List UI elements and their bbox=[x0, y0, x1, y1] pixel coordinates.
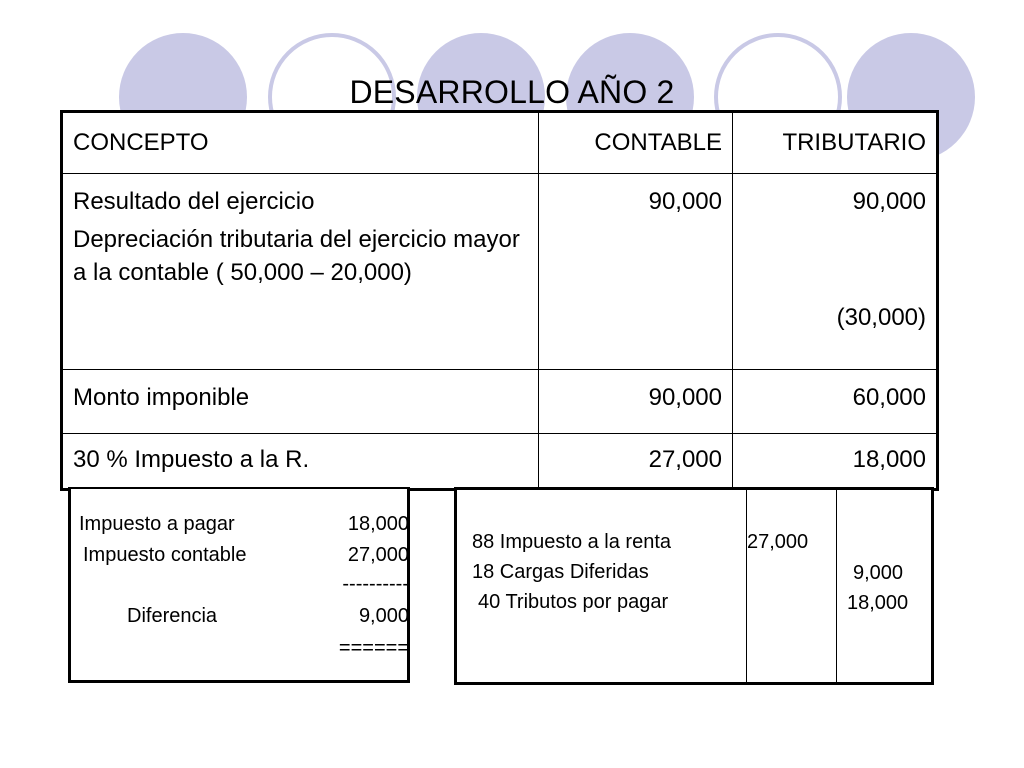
monto-contable: 90,000 bbox=[539, 370, 733, 434]
depreciacion-tributario: (30,000) bbox=[836, 304, 926, 332]
table-row bbox=[62, 174, 938, 370]
contable-label: Impuesto contable bbox=[83, 544, 247, 566]
slide-title: DESARROLLO AÑO 2 bbox=[349, 74, 675, 110]
table-row bbox=[62, 434, 938, 490]
concept-cell bbox=[62, 174, 539, 370]
equals-line: ====== bbox=[338, 637, 409, 659]
contable-cell bbox=[539, 174, 733, 370]
impuesto-tributario: 18,000 bbox=[852, 446, 926, 473]
impuesto-contable: 27,000 bbox=[539, 434, 733, 490]
header-concepto: CONCEPTO bbox=[62, 112, 539, 174]
table-header-row bbox=[62, 112, 938, 174]
tax-calculation-box bbox=[68, 487, 410, 683]
table-row bbox=[62, 370, 938, 434]
resultado-label: Resultado del ejercicio bbox=[73, 188, 315, 215]
journal-line-2: 18 Cargas Diferidas bbox=[472, 561, 649, 583]
tax-table bbox=[60, 110, 939, 491]
diferencia-label: Diferencia bbox=[127, 605, 218, 627]
tributario-cell bbox=[733, 174, 938, 370]
journal-entry-box bbox=[454, 487, 934, 685]
journal-debe: 27,000 bbox=[747, 531, 809, 553]
calc-row-dashes bbox=[79, 573, 409, 599]
column-divider bbox=[746, 490, 747, 682]
journal-haber-1: 9,000 bbox=[853, 562, 904, 584]
calc-row-pagar bbox=[79, 513, 409, 539]
calc-row-diferencia bbox=[79, 605, 409, 631]
pagar-value: 18,000 bbox=[347, 513, 409, 535]
diferencia-value: 9,000 bbox=[358, 605, 409, 627]
header-tributario: TRIBUTARIO bbox=[733, 112, 938, 174]
header-contable: CONTABLE bbox=[539, 112, 733, 174]
contable-value: 27,000 bbox=[347, 544, 409, 566]
pagar-label: Impuesto a pagar bbox=[79, 513, 235, 535]
calc-row-contable bbox=[79, 544, 409, 570]
depreciacion-label: Depreciación tributaria del ejercicio mayor a la contable ( 50,000 – 20,000) bbox=[73, 226, 520, 286]
journal-haber-2: 18,000 bbox=[847, 592, 909, 614]
impuesto-label: 30 % Impuesto a la R. bbox=[62, 434, 539, 490]
resultado-tributario: 90,000 bbox=[852, 188, 926, 215]
monto-tributario: 60,000 bbox=[733, 370, 938, 434]
column-divider bbox=[836, 490, 837, 682]
calc-row-equals bbox=[79, 637, 409, 663]
journal-line-3: 40 Tributos por pagar bbox=[478, 591, 669, 613]
journal-line-1: 88 Impuesto a la renta bbox=[472, 531, 672, 553]
monto-label: Monto imponible bbox=[62, 370, 539, 434]
dash-line: ---------- bbox=[342, 573, 409, 595]
resultado-contable: 90,000 bbox=[648, 188, 722, 215]
